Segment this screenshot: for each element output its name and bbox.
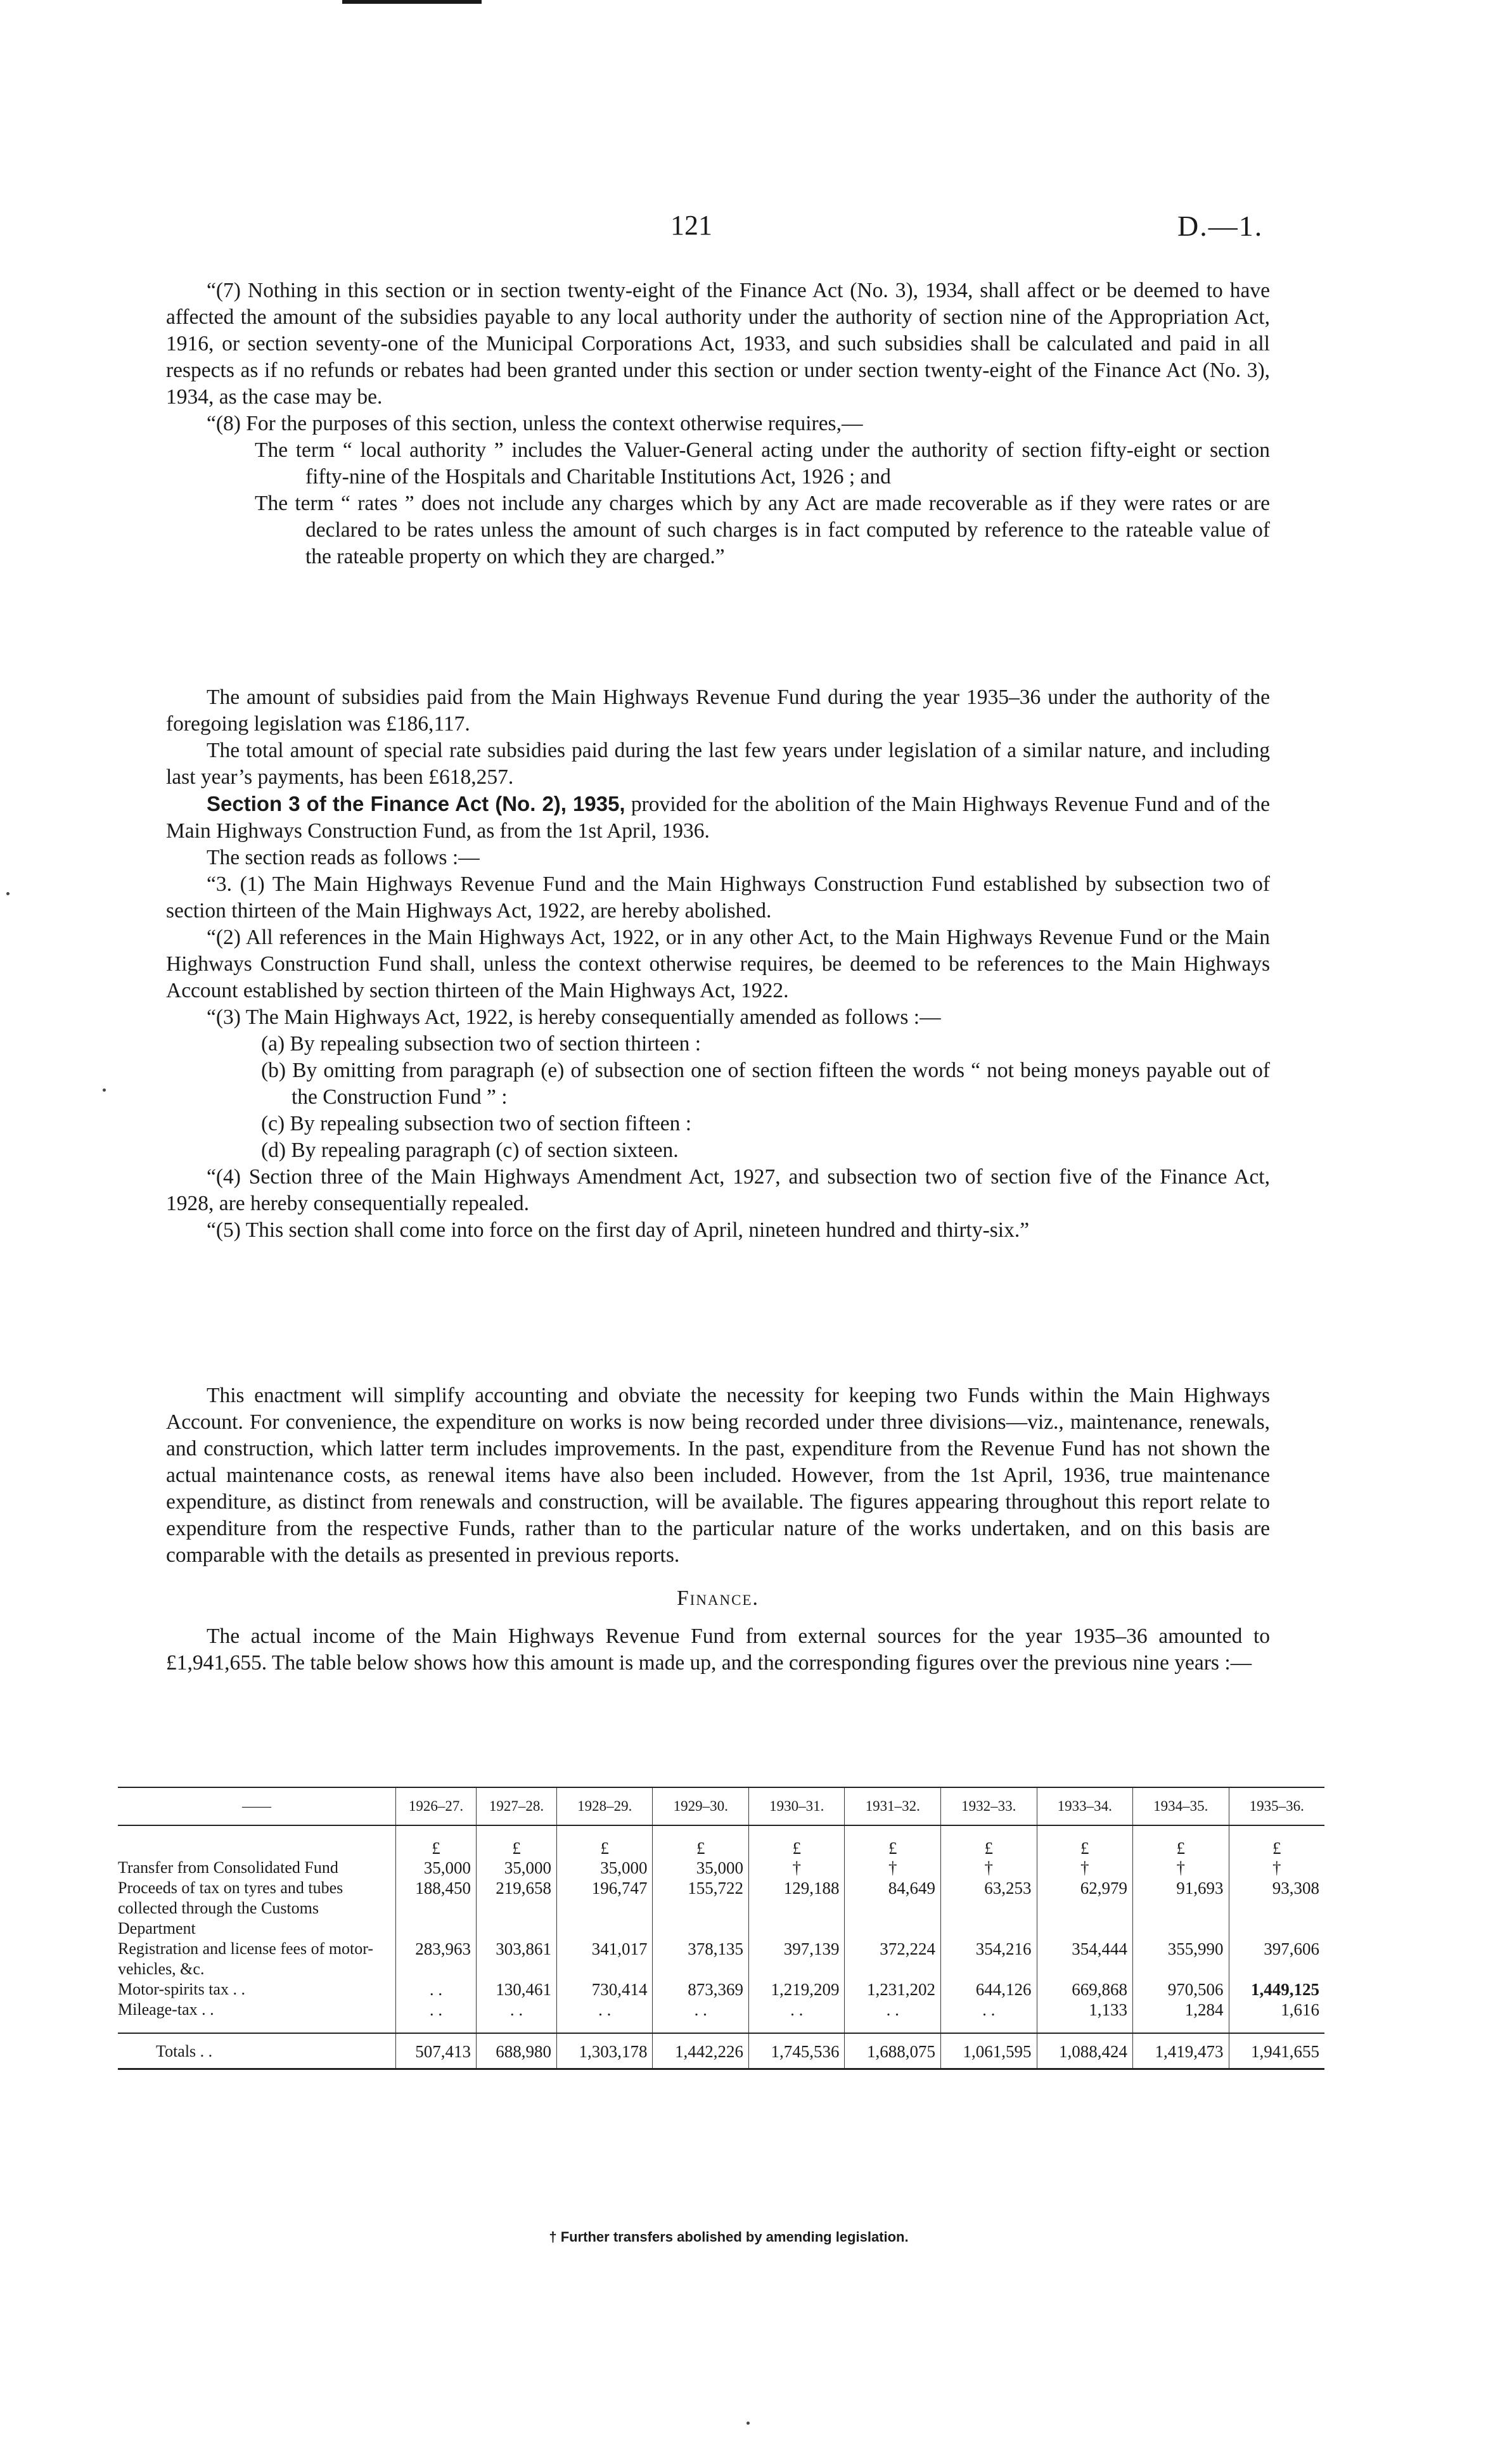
table-cell: 354,444 (1037, 1939, 1133, 1979)
year-header: 1935–36. (1229, 1787, 1324, 1825)
income-table-container (118, 1787, 1324, 2070)
table-cell: 188,450 (396, 1878, 477, 1939)
table-cell: † (1133, 1858, 1229, 1878)
table-cell: 91,693 (1133, 1878, 1229, 1939)
total-cell: 507,413 (396, 2033, 477, 2069)
table-footnote: † Further transfers abolished by amending legislation. (549, 2229, 909, 2245)
table-row (118, 1979, 1324, 2000)
table-cell: . . (748, 2000, 845, 2020)
table-cell: 35,000 (556, 1858, 653, 1878)
year-header: 1933–34. (1037, 1787, 1133, 1825)
total-cell: 1,745,536 (748, 2033, 845, 2069)
table-cell: 84,649 (845, 1878, 941, 1939)
total-cell: 688,980 (476, 2033, 556, 2069)
total-cell: 1,941,655 (1229, 2033, 1324, 2069)
section-reads-paragraph: The section reads as follows :— (207, 846, 480, 869)
table-cell: . . (653, 2000, 749, 2020)
table-cell: 63,253 (941, 1878, 1037, 1939)
table-cell: † (845, 1858, 941, 1878)
income-table (118, 1787, 1324, 2070)
table-cell: † (941, 1858, 1037, 1878)
table-cell: 372,224 (845, 1939, 941, 1979)
row-label: Mileage-tax . . (118, 2000, 214, 2019)
table-cell: . . (396, 1979, 477, 2000)
totals-label: Totals . . (118, 2033, 396, 2069)
finance-heading: Finance. (677, 1586, 759, 1610)
table-cell: 355,990 (1133, 1939, 1229, 1979)
section-3-text: provided for the abolition of the Main Highways Revenue Fund and of the Main Highways Construction Fund, as from the 1st April, 1936. (166, 793, 1270, 843)
row-label: Motor-spirits tax . . (118, 1980, 245, 1998)
table-cell: 1,284 (1133, 2000, 1229, 2020)
table-cell: 303,861 (476, 1939, 556, 1979)
table-cell: 35,000 (653, 1858, 749, 1878)
table-corner: —— (242, 1798, 271, 1814)
section-3-5-paragraph: “(5) This section shall come into force on the first day of April, nineteen hundred and thirty-six.” (207, 1218, 1030, 1242)
year-header: 1928–29. (556, 1787, 653, 1825)
section-3-1-paragraph: “3. (1) The Main Highways Revenue Fund and the Main Highways Construction Fund established by subsection two of section thirteen of the Main Highways Act, 1922, are hereby abolished. (166, 872, 1270, 922)
table-cell: 1,449,125 (1229, 1979, 1324, 2000)
section-3-3-paragraph: “(3) The Main Highways Act, 1922, is hereby consequentially amended as follows :— (207, 1005, 941, 1029)
table-cell: 283,963 (396, 1939, 477, 1979)
scan-speck (746, 2422, 750, 2425)
section-3-2-paragraph: “(2) All references in the Main Highways Act, 1922, or in any other Act, to the Main Highways Revenue Fund or the Main Highways Construction Fund shall, unless the context otherwise requires, be deemed to be references to the Main Highways Account established by section thirteen of the Main Highways Act, 1922. (166, 926, 1270, 1002)
table-cell: 378,135 (653, 1939, 749, 1979)
row-label: Transfer from Consolidated Fund (118, 1858, 338, 1877)
table-cell: 341,017 (556, 1939, 653, 1979)
subsidies-amount-paragraph: The amount of subsidies paid from the Main Highways Revenue Fund during the year 1935–36 under the authority of the foregoing legislation was £186,117. (166, 686, 1270, 736)
scan-speck (103, 1088, 106, 1092)
table-row (118, 2000, 1324, 2020)
table-cell: 669,868 (1037, 1979, 1133, 2000)
table-cell: 873,369 (653, 1979, 749, 2000)
total-cell: 1,088,424 (1037, 2033, 1133, 2069)
table-header-row (118, 1787, 1324, 1825)
section-3-heading: Section 3 of the Finance Act (No. 2), 1935, (207, 792, 625, 815)
currency-cell: £ (556, 1839, 653, 1858)
year-header: 1930–31. (748, 1787, 845, 1825)
total-cell: 1,303,178 (556, 2033, 653, 2069)
total-cell: 1,419,473 (1133, 2033, 1229, 2069)
total-cell: 1,688,075 (845, 2033, 941, 2069)
year-header: 1926–27. (396, 1787, 477, 1825)
table-cell: 354,216 (941, 1939, 1037, 1979)
table-cell: † (1229, 1858, 1324, 1878)
total-cell: 1,061,595 (941, 2033, 1037, 2069)
year-header: 1934–35. (1133, 1787, 1229, 1825)
income-paragraph: The actual income of the Main Highways Revenue Fund from external sources for the year 1935–36 amounted to £1,941,655. The table below shows how this amount is made up, and the corresponding figures over the previous nine years :— (166, 1625, 1270, 1675)
table-cell: 397,139 (748, 1939, 845, 1979)
subsidies-total-paragraph: The total amount of special rate subsidies paid during the last few years under legislation of a similar nature, and including last year’s payments, has been £618,257. (166, 739, 1270, 789)
table-cell: . . (556, 2000, 653, 2020)
year-header: 1931–32. (845, 1787, 941, 1825)
section-3-3-c: (c) By repealing subsection two of section fifteen : (261, 1112, 692, 1135)
table-cell: 155,722 (653, 1878, 749, 1939)
section-3-3-d: (d) By repealing paragraph (c) of section sixteen. (261, 1139, 679, 1162)
year-header: 1929–30. (653, 1787, 749, 1825)
section-3-3-b: (b) By omitting from paragraph (e) of subsection one of section fifteen the words “ not being moneys payable out of the Construction Fund ” : (261, 1059, 1270, 1109)
table-cell: 1,133 (1037, 2000, 1133, 2020)
table-cell: 397,606 (1229, 1939, 1324, 1979)
currency-cell: £ (476, 1839, 556, 1858)
currency-cell: £ (1037, 1839, 1133, 1858)
subsidies-text-block (166, 684, 1270, 1244)
scan-edge-mark (342, 0, 482, 4)
table-row (118, 1878, 1324, 1939)
enactment-text-block (166, 1382, 1270, 1676)
currency-cell: £ (1133, 1839, 1229, 1858)
row-label: Registration and license fees of motor-vehicles, &c. (118, 1939, 374, 1978)
table-cell: 35,000 (476, 1858, 556, 1878)
currency-cell: £ (748, 1839, 845, 1858)
currency-cell: £ (653, 1839, 749, 1858)
table-cell: . . (941, 2000, 1037, 2020)
subsection-8-paragraph: “(8) For the purposes of this section, unless the context otherwise requires,— (207, 412, 863, 435)
enactment-paragraph: This enactment will simplify accounting and obviate the necessity for keeping two Funds within the Main Highways Account. For convenience, the expenditure on works is now being recorded under three divisions—viz., maintenance, renewals, and construction, which latter term includes improvements. In the past, expenditure from the Revenue Fund has not shown the actual maintenance costs, as renewal items have also been included. However, from the 1st April, 1936, true maintenance expenditure, as distinct from renewals and construction, will be available. The figures appearing throughout this report relate to expenditure from the respective Funds, rather than to the particular nature of the works undertaken, and on this basis are comparable with the details as presented in previous reports. (166, 1384, 1270, 1567)
table-cell: 62,979 (1037, 1878, 1133, 1939)
table-cell: . . (396, 2000, 477, 2020)
table-cell: 129,188 (748, 1878, 845, 1939)
table-row (118, 1939, 1324, 1979)
table-cell: . . (476, 2000, 556, 2020)
table-cell: 93,308 (1229, 1878, 1324, 1939)
section-3-3-a: (a) By repealing subsection two of section thirteen : (261, 1032, 701, 1056)
document-reference: D.—1. (1177, 210, 1264, 242)
table-cell: 1,219,209 (748, 1979, 845, 2000)
table-cell: 1,231,202 (845, 1979, 941, 2000)
table-cell: † (748, 1858, 845, 1878)
currency-cell: £ (845, 1839, 941, 1858)
table-row (118, 1858, 1324, 1878)
scan-speck (6, 892, 10, 895)
table-cell: 196,747 (556, 1878, 653, 1939)
total-cell: 1,442,226 (653, 2033, 749, 2069)
currency-cell: £ (1229, 1839, 1324, 1858)
table-cell: † (1037, 1858, 1133, 1878)
totals-row (118, 2033, 1324, 2069)
currency-cell: £ (396, 1839, 477, 1858)
row-label: Proceeds of tax on tyres and tubes collected through the Customs Department (118, 1879, 343, 1937)
table-cell: 644,126 (941, 1979, 1037, 2000)
table-cell: 35,000 (396, 1858, 477, 1878)
section-3-paragraph (166, 791, 1270, 845)
table-cell: 219,658 (476, 1878, 556, 1939)
table-cell: 970,506 (1133, 1979, 1229, 2000)
table-cell: 130,461 (476, 1979, 556, 2000)
subsection-7-paragraph: “(7) Nothing in this section or in section twenty-eight of the Finance Act (No. 3), 1934, shall affect or be deemed to have affected the amount of the subsidies payable to any local authority under the authority of section nine of the Appropriation Act, 1916, or section seventy-one of the Municipal Corporations Act, 1933, and such subsidies shall be calculated and paid in all respects as if no refunds or rebates had been granted under this section or under section twenty-eight of the Finance Act (No. 3), 1934, as the case may be. (166, 279, 1270, 409)
table-cell: 1,616 (1229, 2000, 1324, 2020)
definition-local-authority: The term “ local authority ” includes the Valuer-General acting under the authority of section fifty-eight or section fifty-nine of the Hospitals and Charitable Institutions Act, 1926 ; and (255, 438, 1270, 488)
page-number: 121 (670, 210, 712, 241)
section-3-4-paragraph: “(4) Section three of the Main Highways Amendment Act, 1927, and subsection two of section five of the Finance Act, 1928, are hereby consequentially repealed. (166, 1165, 1270, 1215)
table-cell: . . (845, 2000, 941, 2020)
year-header: 1932–33. (941, 1787, 1037, 1825)
currency-cell: £ (941, 1839, 1037, 1858)
currency-row (118, 1839, 1324, 1858)
table-cell: 730,414 (556, 1979, 653, 2000)
year-header: 1927–28. (476, 1787, 556, 1825)
definition-rates: The term “ rates ” does not include any charges which by any Act are made recoverable as if they were rates or are declared to be rates unless the amount of such charges is in fact computed by reference to the rateable value of the rateable property on which they are charged.” (255, 492, 1270, 568)
main-text-block (166, 278, 1270, 570)
